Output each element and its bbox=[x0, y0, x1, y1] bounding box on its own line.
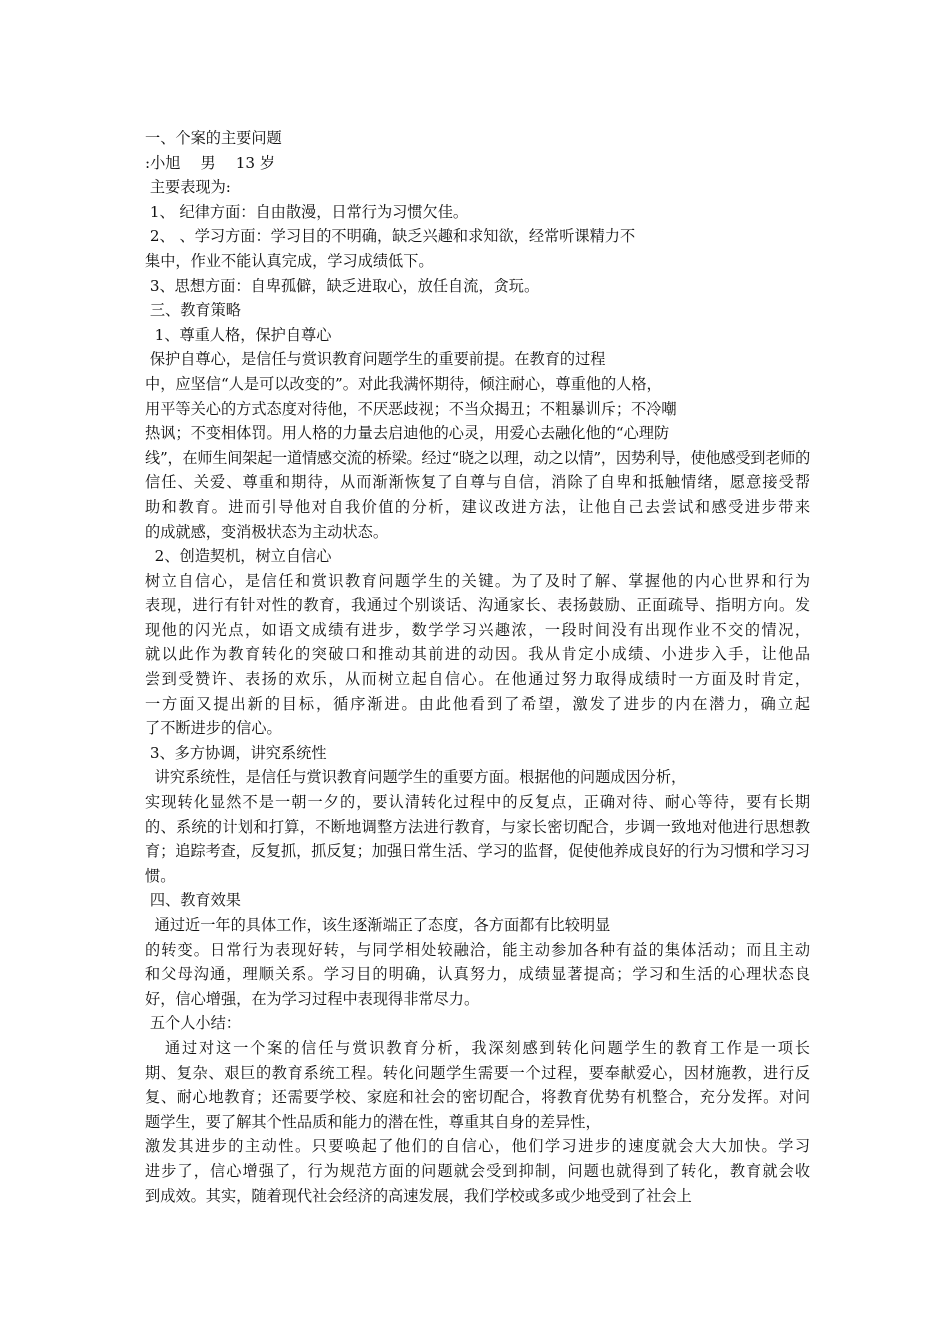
paragraph-line: 热讽；不变相体罚。用人格的力量去启迪他的心灵，用爱心去融化他的“心理防 bbox=[145, 424, 670, 443]
paragraph-line: 进步了，信心增强了，行为规范方面的问题就会受到抑制，问题也就得到了转化，教育就会收 bbox=[145, 1161, 810, 1180]
paragraph-line: 复、耐心地教育；还需要学校、家庭和社会的密切配合，将教育优势有机整合，充分发挥。对问 bbox=[145, 1088, 810, 1107]
paragraph-line: 保护自尊心，是信任与赏识教育问题学生的重要前提。在教育的过程 bbox=[145, 350, 606, 369]
subheading-coordination: 3、多方协调，讲究系统性 bbox=[145, 743, 327, 762]
paragraph-line: 激发其进步的主动性。只要唤起了他们的自信心，他们学习进步的速度就会大大加快。学习 bbox=[145, 1137, 810, 1156]
paragraph-line: 到成效。其实，随着现代社会经济的高速发展，我们学校或多或少地受到了社会上 bbox=[145, 1186, 692, 1205]
paragraph-line: 用平等关心的方式态度对待他，不厌恶歧视；不当众揭丑；不粗暴训斥；不冷嘲 bbox=[145, 399, 677, 418]
paragraph-line: 树立自信心，是信任和赏识教育问题学生的关键。为了及时了解、掌握他的内心世界和行为 bbox=[145, 571, 810, 590]
heading-effect: 四、教育效果 bbox=[145, 891, 241, 910]
symptom-thought: 3、思想方面：自卑孤僻，缺乏进取心，放任自流，贪玩。 bbox=[145, 276, 540, 295]
paragraph-line: 现他的闪光点，如语文成绩有进步，数学学习兴趣浓，一段时间没有出现作业不交的情况， bbox=[145, 620, 810, 639]
heading-summary: 五个人小结： bbox=[145, 1014, 241, 1033]
symptoms-heading: 主要表现为: bbox=[145, 178, 231, 197]
paragraph-line: 期、复杂、艰巨的教育系统工程。转化问题学生需要一个过程，要奉献爱心，因材施教，进行反 bbox=[145, 1063, 810, 1082]
paragraph-line: 了不断进步的信心。 bbox=[145, 719, 282, 738]
subheading-confidence: 2、创造契机，树立自信心 bbox=[145, 547, 332, 566]
paragraph-line: 就以此作为教育转化的突破口和推动其前进的动因。我从肯定小成绩、小进步入手，让他品 bbox=[145, 645, 810, 664]
paragraph-line: 表现，进行有针对性的教育，我通过个别谈话、沟通家长、表扬鼓励、正面疏导、指明方向。发 bbox=[145, 596, 810, 615]
paragraph-line: 好，信心增强，在为学习过程中表现得非常尽力。 bbox=[145, 989, 480, 1008]
paragraph-line: 通过对这一个案的信任与赏识教育分析，我深刻感到转化问题学生的教育工作是一项长 bbox=[145, 1038, 810, 1057]
paragraph-line: 的成就感，变消极状态为主动状态。 bbox=[145, 522, 388, 541]
symptom-study-line1: 2、 、学习方面：学习目的不明确，缺乏兴趣和求知欲，经常听课精力不 bbox=[145, 227, 636, 246]
heading-case-problem: 一、个案的主要问题 bbox=[145, 129, 282, 147]
paragraph-line: 和父母沟通，理顺关系。学习目的明确，认真努力，成绩显著提高；学习和生活的心理状态良 bbox=[145, 965, 810, 984]
paragraph-line: 信任、关爱、尊重和期待，从而渐渐恢复了自尊与自信，消除了自卑和抵触情绪，愿意接受帮 bbox=[145, 473, 810, 492]
subheading-respect: 1、尊重人格，保护自尊心 bbox=[145, 325, 332, 344]
paragraph-line: 线”，在师生间架起一道情感交流的桥梁。经过“晓之以理，动之以情”，因势利导，使他感受到老师的 bbox=[145, 448, 811, 467]
paragraph-line: 的转变。日常行为表现好转，与同学相处较融洽，能主动参加各种有益的集体活动；而且主动 bbox=[145, 940, 810, 959]
paragraph-line: 助和教育。进而引导他对自我价值的分析，建议改进方法，让他自己去尝试和感受进步带来 bbox=[145, 497, 810, 516]
paragraph-line: 讲究系统性，是信任与赏识教育问题学生的重要方面。根据他的问题成因分析， bbox=[145, 768, 687, 787]
paragraph-line: 实现转化显然不是一朝一夕的，要认清转化过程中的反复点，正确对待、耐心等待，要有长期 bbox=[145, 793, 810, 812]
paragraph-line: 一方面又提出新的目标，循序渐进。由此他看到了希望，激发了进步的内在潜力，确立起 bbox=[145, 694, 810, 713]
paragraph-line: 题学生，要了解其个性品质和能力的潜在性，尊重其自身的差异性， bbox=[145, 1112, 601, 1131]
student-info-line: :小旭 男 13 岁 bbox=[145, 153, 276, 172]
paragraph-line: 尝到受赞许、表扬的欢乐，从而树立起自信心。在他通过努力取得成绩时一方面及时肯定， bbox=[145, 670, 810, 689]
symptom-discipline: 1、 纪律方面：自由散漫，日常行为习惯欠佳。 bbox=[145, 202, 469, 221]
document-page bbox=[145, 126, 810, 1208]
paragraph-line: 的、系统的计划和打算，不断地调整方法进行教育，与家长密切配合，步调一致地对他进行思想教 bbox=[145, 817, 810, 836]
paragraph-line: 通过近一年的具体工作，该生逐渐端正了态度，各方面都有比较明显 bbox=[145, 916, 611, 934]
paragraph-line: 中，应坚信“人是可以改变的”。对此我满怀期待，倾注耐心，尊重他的人格， bbox=[145, 374, 662, 393]
symptom-study-line2: 集中，作业不能认真完成，学习成绩低下。 bbox=[145, 251, 434, 270]
heading-strategy: 三、教育策略 bbox=[145, 301, 241, 320]
paragraph-line: 惯。 bbox=[145, 866, 176, 885]
paragraph-line: 育；追踪考查，反复抓，抓反复；加强日常生活、学习的监督，促使他养成良好的行为习惯和学习习 bbox=[145, 842, 810, 861]
